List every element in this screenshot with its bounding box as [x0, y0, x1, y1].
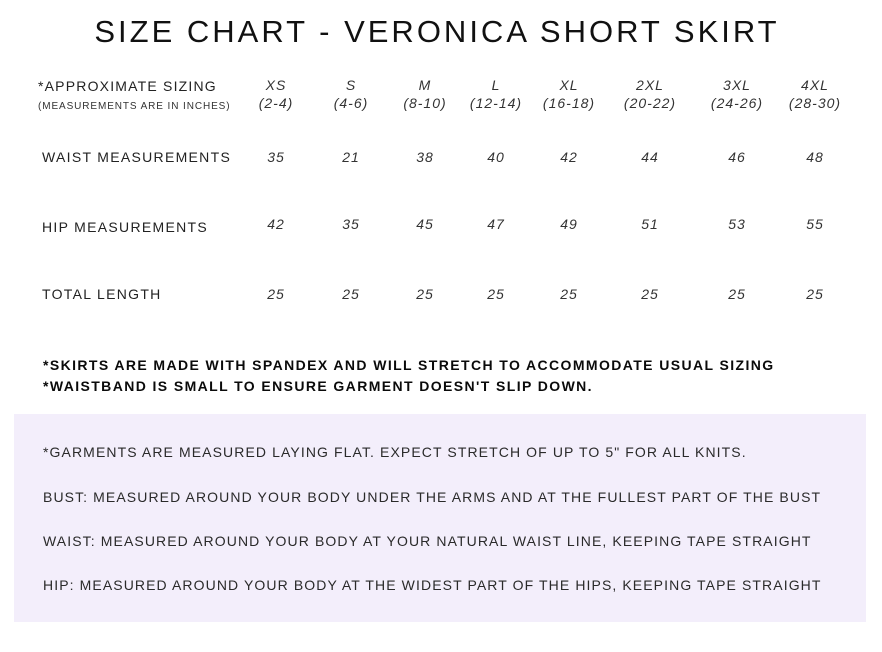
- table-cell: 51: [641, 216, 659, 232]
- table-cell: 42: [560, 149, 578, 165]
- table-cell: 25: [806, 286, 824, 302]
- table-cell: 49: [560, 216, 578, 232]
- size-range: (20-22): [623, 95, 677, 111]
- size-column-2xl: [610, 77, 690, 113]
- size-code: XL: [559, 77, 579, 93]
- table-cell: 25: [728, 286, 746, 302]
- page-title: SIZE CHART - VERONICA SHORT SKIRT: [94, 14, 780, 49]
- size-range: (16-18): [542, 95, 596, 111]
- size-code: S: [345, 77, 357, 93]
- table-cell: 38: [416, 149, 434, 165]
- guide-waist: WAIST: MEASURED AROUND YOUR BODY AT YOUR NATURAL WAIST LINE, KEEPING TAPE STRAIGHT: [43, 533, 812, 549]
- table-cell: 45: [416, 216, 434, 232]
- table-cell: 25: [487, 286, 505, 302]
- size-range: (28-30): [788, 95, 842, 111]
- size-column-m: [385, 77, 465, 113]
- table-cell: 47: [487, 216, 505, 232]
- table-cell: 46: [728, 149, 746, 165]
- note-waistband: *WAISTBAND IS SMALL TO ENSURE GARMENT DOESN'T SLIP DOWN.: [43, 378, 593, 394]
- table-cell: 25: [560, 286, 578, 302]
- size-column-xl: [529, 77, 609, 113]
- table-cell: 25: [416, 286, 434, 302]
- size-code: 4XL: [801, 77, 829, 93]
- table-cell: 21: [342, 149, 360, 165]
- table-header-sublabel: (MEASUREMENTS ARE IN INCHES): [38, 101, 231, 112]
- size-column-3xl: [697, 77, 777, 113]
- note-spandex: *SKIRTS ARE MADE WITH SPANDEX AND WILL STRETCH TO ACCOMMODATE USUAL SIZING: [43, 357, 775, 373]
- row-label-waist: WAIST MEASUREMENTS: [42, 149, 232, 165]
- size-range: (2-4): [258, 95, 294, 111]
- table-cell: 48: [806, 149, 824, 165]
- size-code: XS: [265, 77, 287, 93]
- table-cell: 44: [641, 149, 659, 165]
- table-cell: 42: [267, 216, 285, 232]
- size-code: 3XL: [723, 77, 751, 93]
- table-cell: 35: [267, 149, 285, 165]
- size-code: M: [418, 77, 432, 93]
- size-column-xs: [236, 77, 316, 113]
- size-range: (24-26): [710, 95, 764, 111]
- guide-hip: HIP: MEASURED AROUND YOUR BODY AT THE WIDEST PART OF THE HIPS, KEEPING TAPE STRAIGHT: [43, 577, 822, 593]
- table-cell: 55: [806, 216, 824, 232]
- size-range: (4-6): [333, 95, 369, 111]
- table-cell: 53: [728, 216, 746, 232]
- row-label-length: TOTAL LENGTH: [42, 286, 162, 302]
- guide-bust: BUST: MEASURED AROUND YOUR BODY UNDER THE ARMS AND AT THE FULLEST PART OF THE BUST: [43, 489, 822, 505]
- table-cell: 25: [342, 286, 360, 302]
- size-column-s: [311, 77, 391, 113]
- size-code: L: [491, 77, 501, 93]
- size-column-l: [456, 77, 536, 113]
- table-cell: 25: [641, 286, 659, 302]
- size-range: (12-14): [469, 95, 523, 111]
- size-column-4xl: [775, 77, 855, 113]
- size-code: 2XL: [636, 77, 664, 93]
- table-cell: 40: [487, 149, 505, 165]
- table-header-label: *APPROXIMATE SIZING: [38, 78, 217, 94]
- guide-garments: *GARMENTS ARE MEASURED LAYING FLAT. EXPECT STRETCH OF UP TO 5" FOR ALL KNITS.: [43, 444, 747, 460]
- table-cell: 35: [342, 216, 360, 232]
- row-label-hip: HIP MEASUREMENTS: [42, 219, 209, 235]
- size-range: (8-10): [403, 95, 447, 111]
- table-cell: 25: [267, 286, 285, 302]
